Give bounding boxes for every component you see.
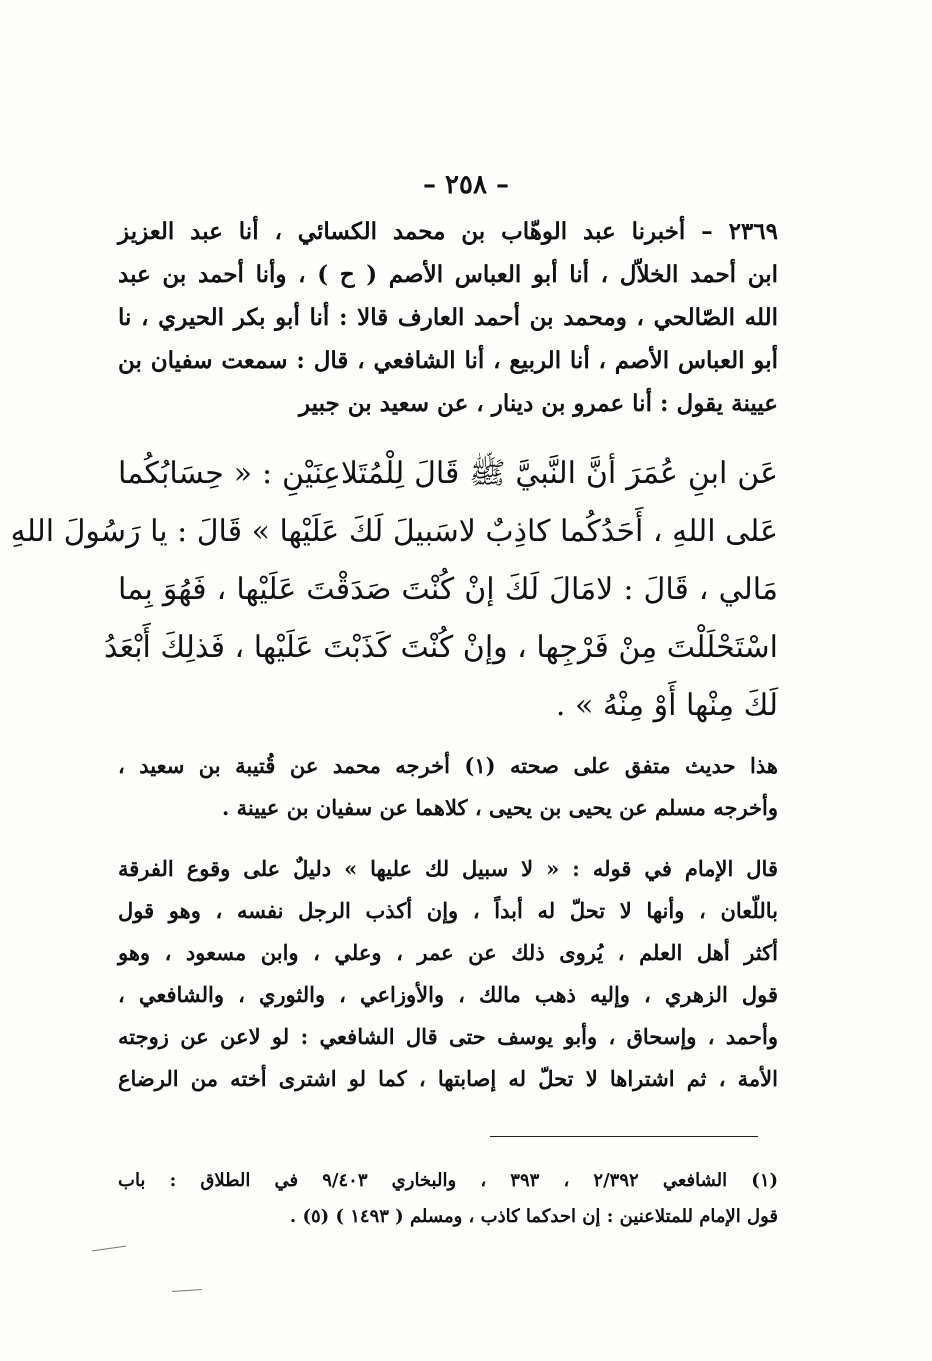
isnad-line: الله الصّالحي ، ومحمد بن أحمد العارف قالا : أنا أبو بكر الحيري ، نا	[118, 304, 778, 331]
matn-line: اسْتَحْلَلْتَ مِنْ فَرْجِها ، وإنْ كُنْتَ كَذَبْتَ عَلَيْها ، فَذلِكَ أَبْعَدُ	[103, 630, 778, 665]
matn-line: لَكَ مِنْها أَوْ مِنْهُ » .	[555, 688, 778, 723]
commentary-line: وأحمد ، وإسحاق ، وأبو يوسف حتى قال الشافعي : لو لاعن عن زوجته	[118, 1024, 778, 1049]
takhrij-line: وأخرجه مسلم عن يحيى بن يحيى ، كلاهما عن سفيان بن عيينة .	[221, 795, 778, 820]
footnote-line: قول الإمام للمتلاعنين : إن احدكما كاذب ، ومسلم ( ١٤٩٣ ) (٥) .	[289, 1206, 778, 1227]
footnote	[118, 1163, 778, 1235]
footnote-divider	[490, 1136, 758, 1137]
isnad-line: ٢٣٦٩ – أخبرنا عبد الوهّاب بن محمد الكسائي ، أنا عبد العزيز	[118, 218, 778, 245]
hadith-isnad	[118, 210, 778, 425]
takhrij-line: هذا حديث متفق على صحته (١) أخرجه محمد عن قُتيبة بن سعيد ،	[118, 753, 778, 778]
scan-artifact	[92, 1246, 126, 1252]
imam-commentary	[118, 848, 778, 1100]
commentary-line: الأمة ، ثم اشتراها لا تحلّ له إصابتها ، كما لو اشترى أخته من الرضاع	[118, 1066, 778, 1091]
isnad-line: أبو العباس الأصم ، أنا الربيع ، أنا الشافعي ، قال : سمعت سفيان بن	[118, 347, 778, 374]
isnad-line: ابن أحمد الخلاّل ، أنا أبو العباس الأصم ( ح ) ، وأنا أحمد بن عبد	[118, 261, 778, 288]
matn-line: عَلى اللهِ ، أَحَدُكُما كاذِبٌ لاسَبيلَ لَكَ عَلَيْها » قَالَ : يا رَسُولَ اللهِ	[10, 514, 778, 549]
isnad-line: عيينة يقول : أنا عمرو بن دينار ، عن سعيد بن جبير	[298, 390, 778, 417]
hadith-matn	[10, 445, 778, 735]
page-number: – ٢٥٨ –	[422, 170, 510, 200]
commentary-line: قال الإمام في قوله : « لا سبيل لك عليها » دليلٌ على وقوع الفرقة	[118, 856, 778, 881]
commentary-line: أكثر أهل العلم ، يُروى ذلك عن عمر ، وعلي ، وابن مسعود ، وهو	[118, 940, 778, 965]
commentary-line: باللّعان ، وأنها لا تحلّ له أبداً ، وإن أكذب الرجل نفسه ، وهو قول	[118, 898, 778, 923]
matn-line: مَالي ، قَالَ : لامَالَ لَكَ إنْ كُنْتَ صَدَقْتَ عَلَيْها ، فَهُوَ بِما	[118, 572, 778, 607]
hadith-takhrij	[118, 745, 778, 829]
commentary-line: قول الزهري ، وإليه ذهب مالك ، والأوزاعي ، والثوري ، والشافعي ،	[118, 982, 778, 1007]
scan-artifact	[172, 1289, 202, 1292]
footnote-line: (١) الشافعي ٢/٣٩٢ ، ٣٩٣ ، والبخاري ٩/٤٠٣ في الطلاق : باب	[118, 1170, 779, 1191]
matn-line: عَن ابنِ عُمَرَ أنَّ النَّبيَّ ﷺ قَالَ لِلْمُتَلاعِنَيْنِ : « حِسَابُكُما	[118, 456, 778, 491]
